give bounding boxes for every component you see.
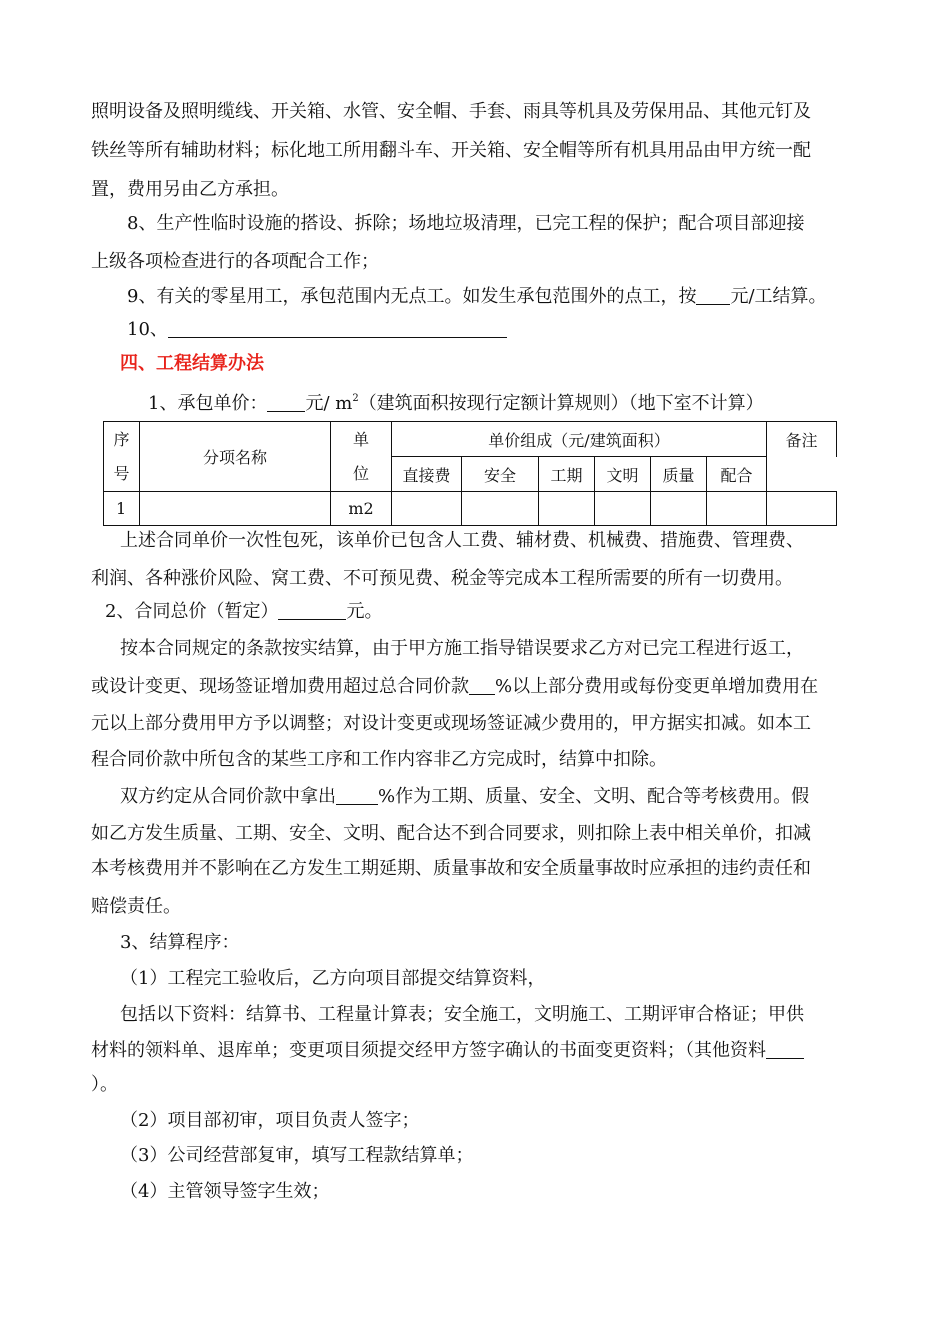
- header-text: 序: [113, 429, 130, 449]
- section-heading: 四、工程结算办法: [120, 353, 264, 374]
- cell-seq: 1: [104, 492, 140, 526]
- cell-value: [651, 492, 707, 526]
- paragraph-line: 如乙方发生质量、工期、安全、文明、配合达不到合同要求，则扣除上表中相关单价，扣减: [91, 823, 811, 844]
- subheader-cell: 安全: [462, 457, 539, 492]
- paragraph-line: ）。: [91, 1074, 118, 1095]
- subheader-cell: 质量: [651, 457, 707, 492]
- paragraph-line: [127, 285, 827, 309]
- text-segment: 或设计变更、现场签证增加费用超过总合同价款: [91, 676, 469, 697]
- cell-note: [767, 492, 837, 526]
- text-segment: 材料的领料单、退库单；变更项目须提交经甲方签字确认的书面变更资料；（其他资料: [91, 1040, 766, 1061]
- cell-name: [140, 492, 331, 526]
- paragraph-line: 上级各项检查进行的各项配合工作；: [91, 251, 379, 272]
- header-cell-seq: [104, 422, 140, 492]
- paragraph-line: 8、生产性临时设施的搭设、拆除；场地垃圾清理，已完工程的保护；配合项目部迎接: [127, 213, 805, 234]
- text-segment: 元/ m: [305, 393, 353, 414]
- paragraph-line: [148, 387, 764, 416]
- fill-blank: [336, 786, 378, 805]
- paragraph-line: 置，费用另由乙方承担。: [91, 179, 289, 200]
- header-text: 号: [113, 463, 130, 483]
- header-text: 单: [352, 429, 369, 449]
- paragraph-line: （2）项目部初审，项目负责人签字；: [120, 1110, 420, 1131]
- fill-blank: [696, 286, 730, 305]
- text-segment: 元/工结算。: [730, 286, 827, 307]
- header-cell-name: 分项名称: [140, 422, 331, 492]
- unit-price-table: [103, 421, 848, 527]
- paragraph-line: 3、结算程序：: [120, 932, 240, 953]
- fill-blank: [766, 1040, 804, 1059]
- text-segment: %作为工期、质量、安全、文明、配合等考核费用。假: [378, 786, 810, 807]
- text-segment: （建筑面积按现行定额计算规则）（地下室不计算）: [358, 393, 764, 414]
- paragraph-line: （1）工程完工验收后，乙方向项目部提交结算资料，: [120, 968, 546, 989]
- header-cell-unit: [331, 422, 392, 492]
- paragraph-line: 包括以下资料：结算书、工程量计算表；安全施工，文明施工、工期评审合格证；甲供: [120, 1004, 804, 1025]
- subheader-cell: 文明: [595, 457, 651, 492]
- text-segment: 10、: [127, 319, 168, 340]
- superscript: 2: [352, 393, 359, 404]
- paragraph-line: 按本合同规定的条款按实结算，由于甲方施工指导错误要求乙方对已完工程进行返工，: [120, 638, 804, 659]
- paragraph-line: 照明设备及照明缆线、开关箱、水管、安全帽、手套、雨具等机具及劳保用品、其他元钉及: [91, 101, 811, 122]
- paragraph-line: [105, 600, 382, 624]
- subheader-cell: 配合: [707, 457, 767, 492]
- paragraph-line: 本考核费用并不影响在乙方发生工期延期、质量事故和安全质量事故时应承担的违约责任和: [91, 858, 811, 879]
- fill-blank: [267, 393, 305, 412]
- paragraph-line: 程合同价款中所包含的某些工序和工作内容非乙方完成时，结算中扣除。: [91, 749, 667, 770]
- paragraph-line: [127, 318, 507, 342]
- cell-unit: m2: [331, 492, 392, 526]
- cell-value: [539, 492, 595, 526]
- fill-blank: [168, 319, 507, 338]
- paragraph-line: [91, 1039, 804, 1063]
- text-segment: 双方约定从合同价款中拿出: [120, 786, 336, 807]
- cell-value: [392, 492, 462, 526]
- text-segment: %以上部分费用或每份变更单增加费用在: [495, 676, 819, 697]
- cell-value: [707, 492, 767, 526]
- paragraph-line: 利润、各种涨价风险、窝工费、不可预见费、税金等完成本工程所需要的所有一切费用。: [91, 568, 793, 589]
- table-row: [104, 492, 837, 526]
- text-segment: 元。: [346, 601, 383, 622]
- header-text: 位: [352, 463, 369, 483]
- text-segment: 1、承包单价：: [148, 393, 268, 414]
- paragraph-line: 赔偿责任。: [91, 896, 181, 917]
- paragraph-line: （4）主管领导签字生效；: [120, 1181, 330, 1202]
- fill-blank: [469, 676, 495, 695]
- fill-blank: [278, 601, 346, 620]
- paragraph-line: [91, 675, 818, 699]
- cell-value: [595, 492, 651, 526]
- paragraph-line: （3）公司经营部复审，填写工程款结算单；: [120, 1145, 474, 1166]
- paragraph-line: 上述合同单价一次性包死，该单价已包含人工费、辅材费、机械费、措施费、管理费、: [120, 530, 804, 551]
- paragraph-line: 元以上部分费用甲方予以调整；对设计变更或现场签证减少费用的，甲方据实扣减。如本工: [91, 713, 811, 734]
- empty-cell: [767, 457, 837, 492]
- text-segment: 2、合同总价（暂定）: [105, 601, 279, 622]
- cell-value: [462, 492, 539, 526]
- header-cell-note: 备注: [767, 422, 837, 457]
- text-segment: 9、有关的零星用工，承包范围内无点工。如发生承包范围外的点工，按: [127, 286, 697, 307]
- paragraph-line: 铁丝等所有辅助材料；标化地工所用翻斗车、开关箱、安全帽等所有机具用品由甲方统一配: [91, 140, 811, 161]
- subheader-cell: 工期: [539, 457, 595, 492]
- paragraph-line: [120, 785, 809, 809]
- header-cell-price-composition: 单价组成（元/建筑面积）: [392, 422, 767, 457]
- subheader-cell: 直接费: [392, 457, 462, 492]
